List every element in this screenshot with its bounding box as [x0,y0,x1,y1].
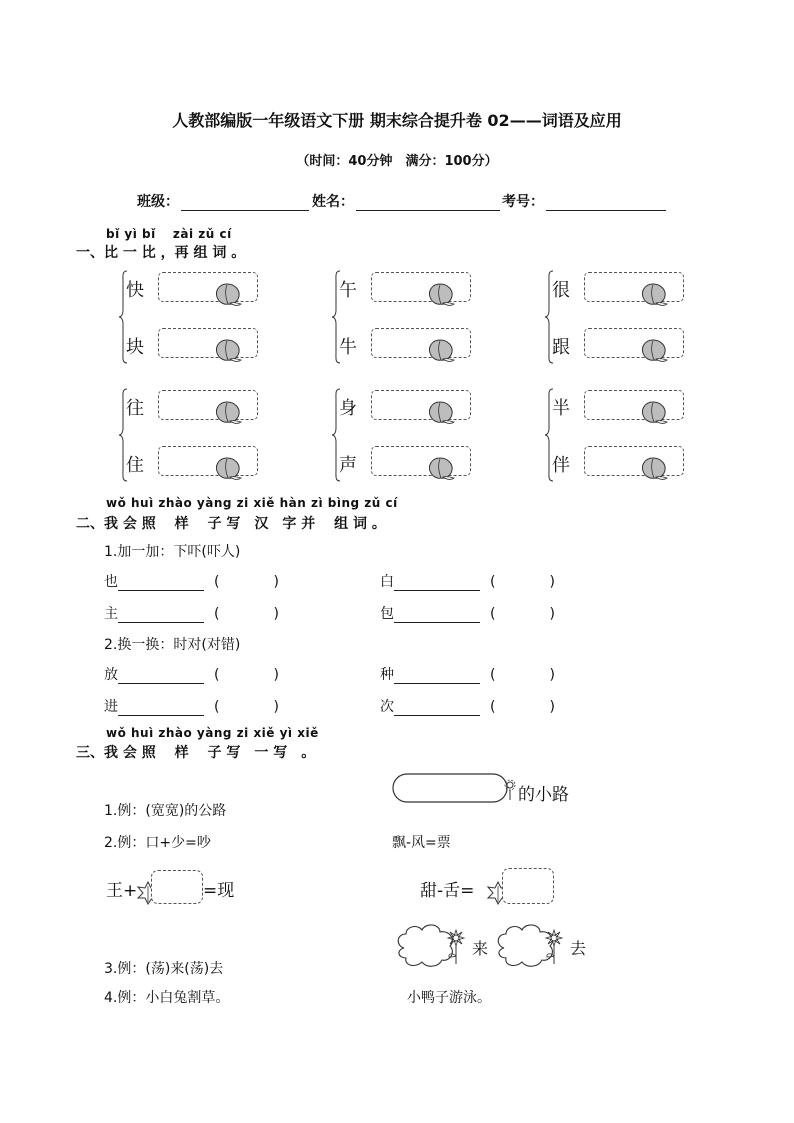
class-label: 班级： [137,194,179,210]
peach-icon [215,456,243,486]
equation-left-box[interactable] [151,870,203,904]
base-char: 包 [380,606,394,622]
example1-answer-box[interactable] [392,772,516,804]
char-blank[interactable] [394,701,480,716]
word-answer-box[interactable] [584,446,684,476]
compare-char-top: 半 [552,398,570,419]
add-question-prompt: 1.加一加：下吓(吓人) [104,544,241,560]
paren-open: ( [490,667,496,683]
word-answer-box[interactable] [158,272,258,302]
paren-close: ) [549,606,555,622]
example1-suffix: 的小路 [518,785,569,805]
write-item [104,571,279,591]
paren-close: ) [549,699,555,715]
paren-close: ) [549,667,555,683]
paren-open: ( [490,699,496,715]
section3-title: 三、我 会 照 样 子 写 一 写 。 [76,745,316,761]
peach-icon [641,400,669,430]
equation-left-suffix: =现 [203,881,235,901]
char-blank[interactable] [118,701,204,716]
compare-char-top: 身 [339,398,357,419]
word-answer-box[interactable] [158,446,258,476]
word-answer-box[interactable] [584,390,684,420]
paren-open: ( [214,574,220,590]
peach-icon [428,282,456,312]
number-field [502,191,666,211]
paren-open: ( [214,606,220,622]
peach-icon [215,400,243,430]
char-blank[interactable] [394,608,480,623]
base-char: 白 [380,574,394,590]
example2-text: 2.例：口+少=吵 [104,835,211,851]
word-answer-box[interactable] [584,328,684,358]
char-blank[interactable] [394,576,480,591]
write-item [380,603,555,623]
swap-question-prompt: 2.换一换：时对(对错) [104,637,241,653]
paren-close: ) [273,699,279,715]
section1-pinyin: bǐ yì bǐ zài zǔ cí [106,227,232,241]
paren-open: ( [214,667,220,683]
cloud-answer-boxes[interactable] [394,922,594,974]
compare-char-bottom: 牛 [339,337,357,358]
char-blank[interactable] [118,608,204,623]
compare-char-bottom: 伴 [552,455,570,476]
base-char: 进 [104,699,118,715]
example1-text: 1.例：(宽宽)的公路 [104,803,227,819]
word-answer-box[interactable] [371,272,471,302]
section2-title: 二、我 会 照 样 子 写 汉 字 并 组 词 。 [76,516,386,532]
paren-open: ( [490,606,496,622]
word-answer-box[interactable] [371,390,471,420]
peach-icon [641,456,669,486]
compare-char-bottom: 跟 [552,337,570,358]
peach-icon [641,338,669,368]
long-rounded-box [392,772,516,804]
cloud-go-text: 去 [570,939,587,958]
section2-pinyin: wǒ huì zhào yàng zi xiě hàn zì bìng zǔ cí [106,496,398,510]
paren-open: ( [214,699,220,715]
equation-right-prefix: 甜-舌= [420,881,475,901]
write-item [380,571,555,591]
write-item [104,664,279,684]
write-item [380,696,555,716]
base-char: 也 [104,574,118,590]
base-char: 种 [380,667,394,683]
write-item [380,664,555,684]
compare-char-top: 午 [339,280,357,301]
word-answer-box[interactable] [371,328,471,358]
example4-right-text: 小鸭子游泳。 [407,990,491,1006]
section1-title: 一、比 一 比 ，再 组 词 。 [76,245,246,261]
paren-close: ) [273,574,279,590]
name-field [312,191,500,211]
class-input-line[interactable] [181,196,309,211]
write-item [104,696,279,716]
write-item [104,603,279,623]
peach-icon [428,338,456,368]
compare-char-top: 快 [126,280,144,301]
paren-close: ) [273,606,279,622]
peach-icon [215,282,243,312]
number-label: 考号： [502,194,544,210]
compare-char-bottom: 住 [126,455,144,476]
word-answer-box[interactable] [584,272,684,302]
char-blank[interactable] [394,669,480,684]
paren-close: ) [549,574,555,590]
base-char: 主 [104,606,118,622]
char-blank[interactable] [118,576,204,591]
page-title: 人教部编版一年级语文下册 期末综合提升卷 02——词语及应用 [172,111,622,130]
peach-icon [215,338,243,368]
cloud-come-text: 来 [472,939,489,958]
equation-right-box[interactable] [502,868,554,904]
word-answer-box[interactable] [371,446,471,476]
peach-icon [428,400,456,430]
word-answer-box[interactable] [158,390,258,420]
char-blank[interactable] [118,669,204,684]
word-answer-box[interactable] [158,328,258,358]
compare-char-top: 很 [552,280,570,301]
number-input-line[interactable] [546,196,666,211]
cloud-icon [398,925,452,966]
example4-text: 4.例：小白兔割草。 [104,990,230,1006]
compare-char-bottom: 块 [126,337,144,358]
equation-left-prefix: 王+ [106,881,138,901]
name-label: 姓名： [312,194,354,210]
peach-icon [641,282,669,312]
class-field [137,191,309,211]
exam-subtitle: （时间：40分钟 满分：100分） [296,154,498,169]
example2-right-text: 飘-风=票 [392,835,451,851]
name-input-line[interactable] [356,196,500,211]
paren-open: ( [490,574,496,590]
base-char: 次 [380,699,394,715]
cloud-icon [498,925,552,966]
paren-close: ) [273,667,279,683]
section3-pinyin: wǒ huì zhào yàng zi xiě yì xiě [106,726,319,740]
compare-char-top: 往 [126,398,144,419]
compare-char-bottom: 声 [339,455,357,476]
example3-text: 3.例：(荡)来(荡)去 [104,961,224,977]
base-char: 放 [104,667,118,683]
peach-icon [428,456,456,486]
